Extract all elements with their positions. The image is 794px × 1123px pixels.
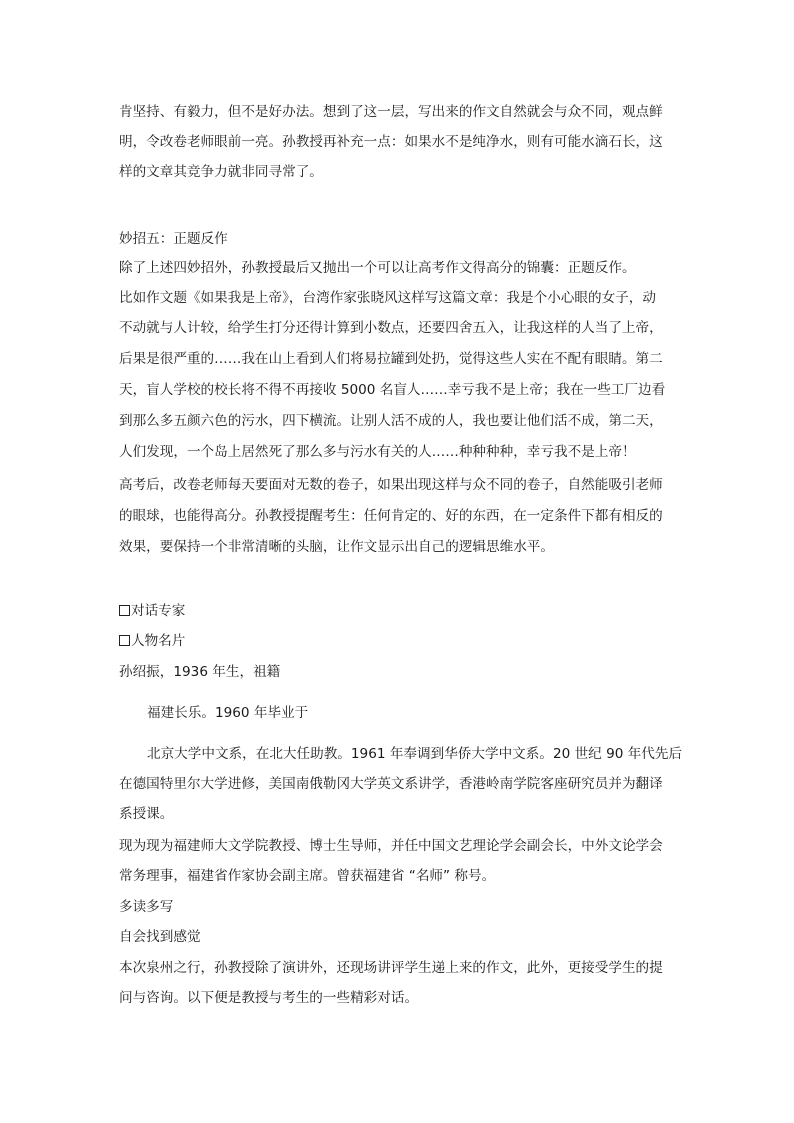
- paragraph-line: 明，令改卷老师眼前一亮。孙教授再补充一点：如果水不是纯净水，则有可能水滴石长，这: [119, 134, 663, 150]
- bio-line: 福建长乐。1960 年毕业于: [147, 705, 309, 721]
- paragraph-line: 肯坚持、有毅力，但不是好办法。想到了这一层，写出来的作文自然就会与众不同，观点鲜: [119, 104, 663, 120]
- paragraph-line: 后果是很严重的……我在山上看到人们将易拉罐到处扔，觉得这些人实在不配有眼睛。第二: [119, 351, 663, 367]
- profile-card-text: 人物名片: [131, 633, 186, 649]
- paragraph-line: 效果，要保持一个非常清晰的头脑，让作文显示出自己的逻辑思维水平。: [119, 539, 554, 555]
- section-heading: 妙招五：正题反作: [119, 231, 228, 247]
- paragraph-line: 人们发现，一个岛上居然死了那么多与污水有关的人……种种种种，幸亏我不是上帝！: [119, 444, 636, 460]
- bio-line: 现为现为福建师大文学院教授、博士生导师，并任中国文艺理论学会副会长，中外文论学会: [119, 838, 663, 854]
- paragraph-line: 本次泉州之行，孙教授除了演讲外，还现场讲评学生递上来的作文，此外，更接受学生的提: [119, 960, 663, 976]
- paragraph-line: 到那么多五颜六色的污水，四下横流。让别人活不成的人，我也要让他们活不成，第二天，: [119, 413, 663, 429]
- paragraph-line: 样的文章其竞争力就非同寻常了。: [119, 164, 323, 180]
- bio-line: 常务理事，福建省作家协会副主席。曾获福建省 “名师” 称号。: [119, 868, 496, 884]
- bio-line: 系授课。: [119, 806, 174, 822]
- dialog-expert-text: 对话专家: [131, 603, 186, 619]
- paragraph-line: 除了上述四妙招外，孙教授最后又抛出一个可以让高考作文得高分的锦囊：正题反作。: [119, 260, 636, 276]
- paragraph-line: 天，盲人学校的校长将不得不再接收 5000 名盲人……幸亏我不是上帝；我在一些工厂边看: [119, 382, 666, 398]
- bio-line: 在德国特里尔大学进修，美国南俄勒冈大学英文系讲学，香港岭南学院客座研究员并为翻译: [119, 776, 663, 792]
- paragraph-line: 比如作文题《如果我是上帝》，台湾作家张晓风这样写这篇文章：我是个小心眼的女子，动: [119, 290, 656, 306]
- dialog-expert-label: [119, 603, 185, 619]
- checkbox-square-icon: [119, 605, 130, 616]
- checkbox-square-icon: [119, 635, 130, 646]
- paragraph-line: 高考后，改卷老师每天要面对无数的卷子，如果出现这样与众不同的卷子，自然能吸引老师: [119, 477, 663, 493]
- bio-line: 孙绍振，1936 年生，祖籍: [119, 664, 281, 680]
- paragraph-line: 问与咨询。以下便是教授与考生的一些精彩对话。: [119, 990, 419, 1006]
- sub-heading: 多读多写: [119, 899, 174, 915]
- bio-line: 北京大学中文系，在北大任助教。1961 年奉调到华侨大学中文系。20 世纪 90 年代先后: [147, 746, 683, 762]
- profile-card-label: [119, 633, 185, 649]
- paragraph-line: 的眼球，也能得高分。孙教授提醒考生：任何肯定的、好的东西，在一定条件下都有相反的: [119, 508, 663, 524]
- sub-heading: 自会找到感觉: [119, 929, 201, 945]
- paragraph-line: 不动就与人计较，给学生打分还得计算到小数点，还要四舍五入，让我这样的人当了上帝，: [119, 320, 663, 336]
